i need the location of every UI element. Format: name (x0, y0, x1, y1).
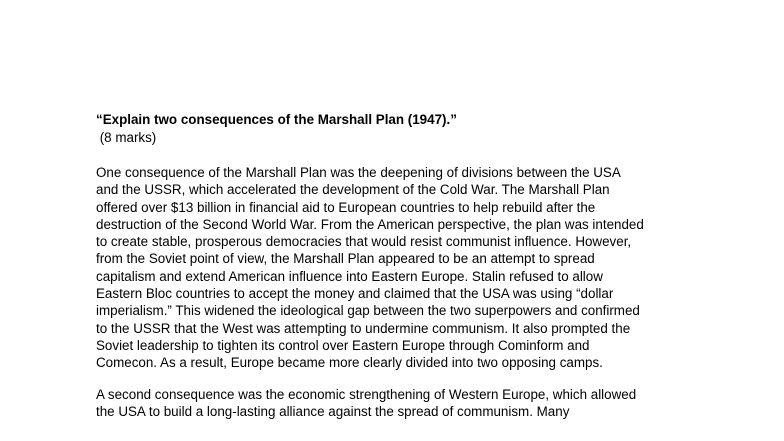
paragraph-line: Soviet leadership to tighten its control over Eastern Europe through Cominform and (96, 337, 590, 353)
paragraph-line: to create stable, prosperous democracies that would resist communist influence. However, (96, 234, 632, 250)
paragraph-line: offered over $13 billion in financial aid to European countries to help rebuild after the (96, 199, 596, 215)
paragraph-line: One consequence of the Marshall Plan was the deepening of divisions between the USA (96, 165, 621, 180)
document-body (96, 111, 696, 420)
paragraph-first-consequence (96, 164, 696, 372)
marks-label: (8 marks) (96, 130, 157, 145)
paragraph-line: A second consequence was the economic strengthening of Western Europe, which allowed (96, 386, 637, 402)
paragraph-line: the USA to build a long-lasting alliance against the spread of communism. Many (96, 403, 570, 419)
question-title: “Explain two consequences of the Marshall Plan (1947).” (96, 112, 457, 127)
paragraph-second-consequence (96, 386, 696, 421)
paragraph-line: Eastern Bloc countries to accept the money and claimed that the USA was using “dollar (96, 286, 614, 302)
paragraph-line: destruction of the Second World War. From the American perspective, the plan was intended (96, 216, 644, 232)
paragraph-line: imperialism.” This widened the ideological gap between the two superpowers and confirmed (96, 303, 640, 319)
paragraph-line: and the USSR, which accelerated the development of the Cold War. The Marshall Plan (96, 182, 610, 198)
paragraph-line: from the Soviet point of view, the Marshall Plan appeared to be an attempt to spread (96, 251, 595, 267)
paragraph-line: capitalism and extend American influence into Eastern Europe. Stalin refused to allow (96, 268, 603, 284)
paragraph-line: Comecon. As a result, Europe became more clearly divided into two opposing camps. (96, 355, 603, 371)
paragraph-line: to the USSR that the West was attempting to undermine communism. It also prompted the (96, 320, 631, 336)
